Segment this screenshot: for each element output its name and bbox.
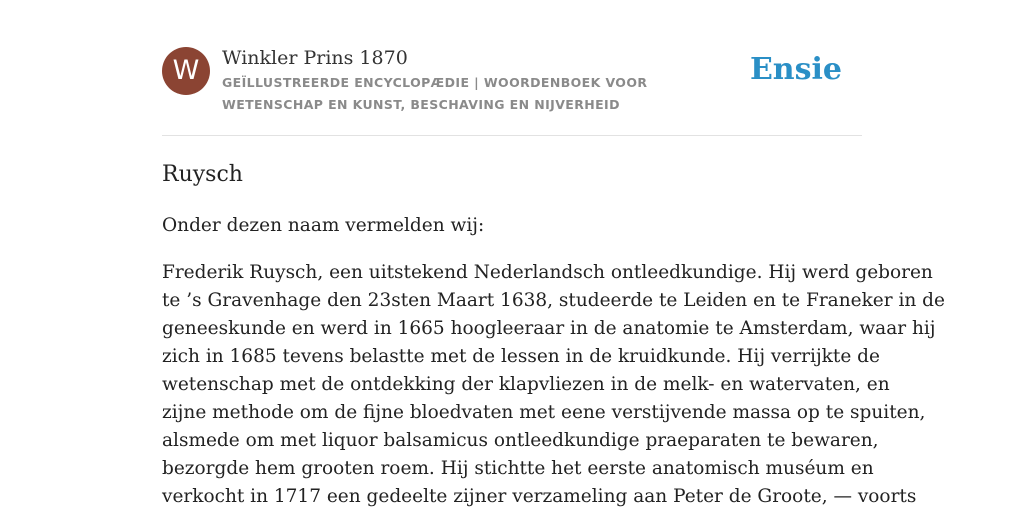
site-title-link[interactable]: Winkler Prins 1870 xyxy=(222,47,408,69)
article-line: alsmede om met liquor balsamicus ontleedkundige praeparaten te bewaren, xyxy=(162,430,879,451)
site-avatar[interactable]: W xyxy=(162,47,210,95)
article-line: bezorgde hem grooten roem. Hij stichtte het eerste anatomisch muséum en xyxy=(162,458,874,479)
article-intro: Onder dezen naam vermelden wij: xyxy=(162,215,485,236)
article-line: geneeskunde en werd in 1665 hoogleeraar in de anatomie te Amsterdam, waar hij xyxy=(162,318,936,339)
header-divider xyxy=(162,135,862,136)
ensie-logo-link[interactable]: Ensie xyxy=(749,52,842,87)
article-line: wetenschap met de ontdekking der klapvliezen in de melk- en watervaten, en xyxy=(162,374,890,395)
article-line: te ’s Gravenhage den 23sten Maart 1638, studeerde te Leiden en te Franeker in de xyxy=(162,290,945,311)
article-line: verkocht in 1717 een gedeelte zijner verzameling aan Peter de Groote, — voorts xyxy=(162,486,917,507)
article-body xyxy=(162,259,945,511)
site-header xyxy=(162,46,862,136)
site-subtitle: GEÏLLUSTREERDE ENCYCLOPÆDIE | WOORDENBOEK VOOR WETENSCHAP EN KUNST, BESCHAVING EN NIJVERHEID xyxy=(222,75,648,112)
article-line: zich in 1685 tevens belastte met de lessen in de kruidkunde. Hij verrijkte de xyxy=(162,346,880,367)
article-line: zijne methode om de fijne bloedvaten met eene verstijvende massa op te spuiten, xyxy=(162,402,926,423)
article-line: Frederik Ruysch, een uitstekend Nederlandsch ontleedkundige. Hij werd geboren xyxy=(162,262,933,283)
article-title: Ruysch xyxy=(162,162,243,187)
